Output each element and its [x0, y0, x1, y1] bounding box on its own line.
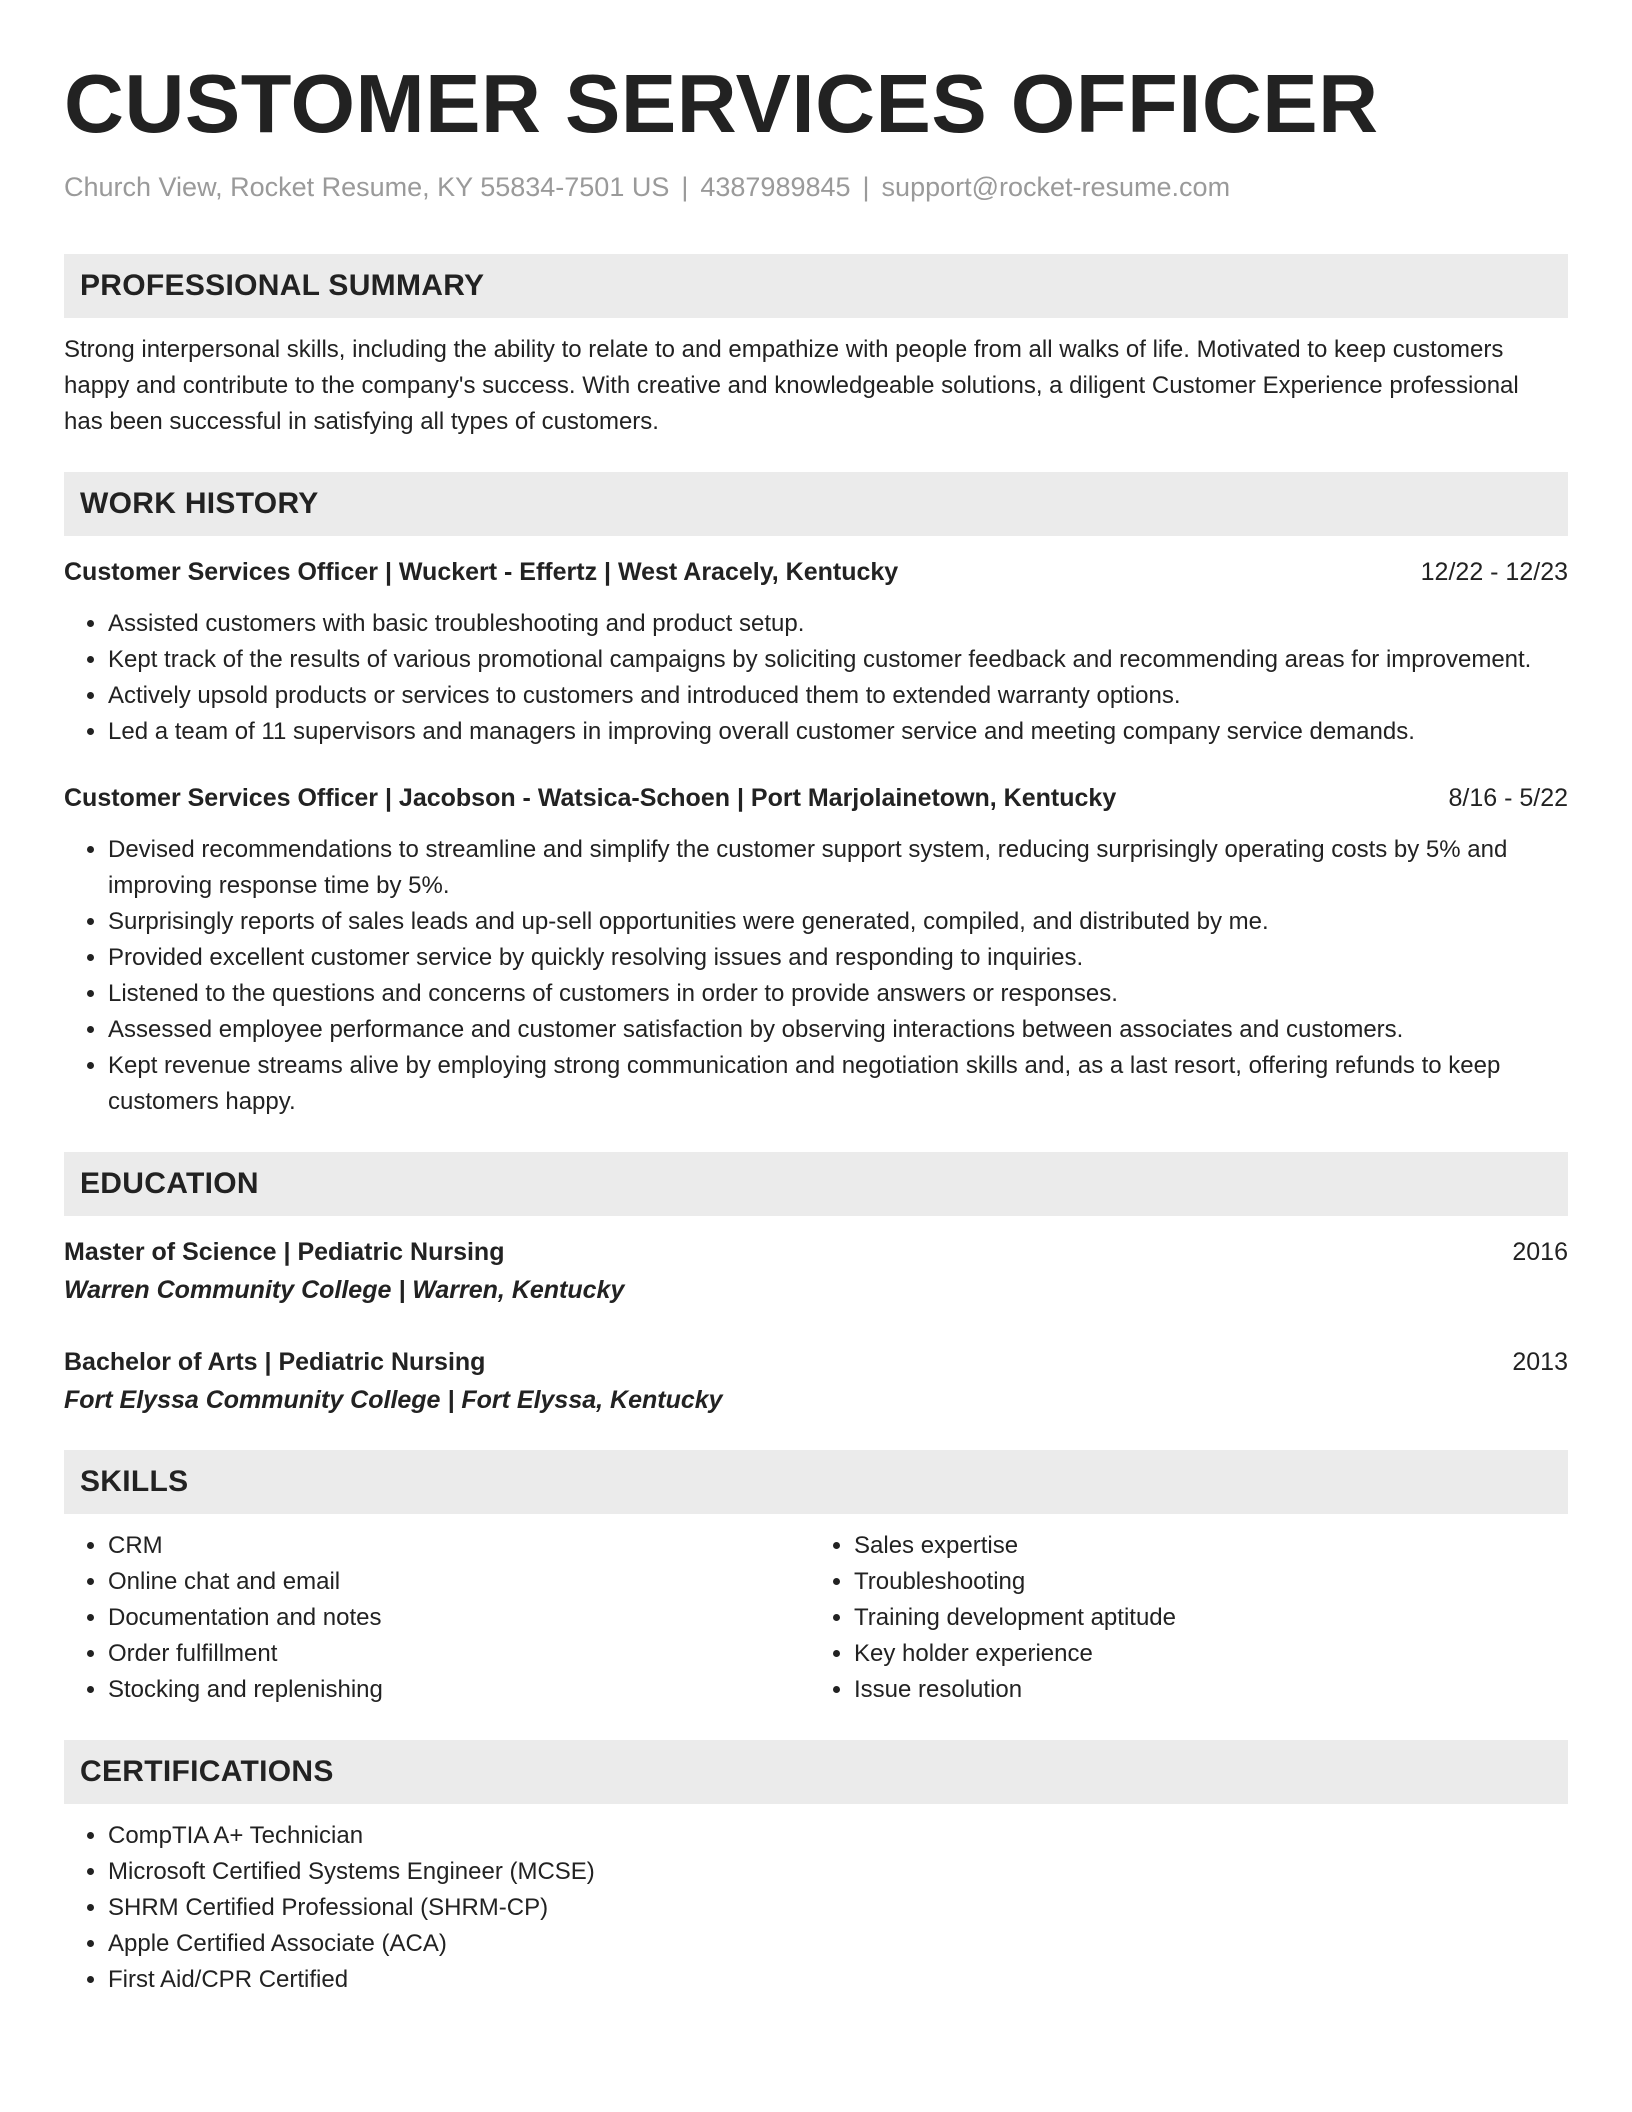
section-heading-skills: SKILLS [64, 1450, 1568, 1514]
summary-text: Strong interpersonal skills, including the ability to relate to and empathize with people from all walks of life. Motivated to keep customers happy and contribute to the company's success. With creative and knowledgeable solutions, a diligent Customer Experience professional has been successful in satisfying all types of customers. [64, 336, 1519, 435]
job-bullets [64, 832, 1568, 1120]
education-year: 2016 [1512, 1238, 1568, 1266]
contact-phone: 4387989845 [700, 172, 851, 202]
job-header [64, 554, 1568, 590]
job-entry [64, 554, 1568, 750]
education-entry [64, 1234, 1568, 1308]
contact-address: Church View, Rocket Resume, KY 55834-7501 US [64, 172, 670, 202]
education-header [64, 1344, 1568, 1380]
job-title: Customer Services Officer | Wuckert - Effertz | West Aracely, Kentucky [64, 558, 899, 586]
job-bullet: • Provided excellent customer service by quickly resolving issues and responding to inquiries. [108, 940, 1568, 976]
skill-item: • Issue resolution [854, 1672, 1568, 1708]
section-heading-certifications: CERTIFICATIONS [64, 1740, 1568, 1804]
contact-separator: | [862, 172, 870, 202]
job-title: Customer Services Officer | Jacobson - Watsica-Schoen | Port Marjolainetown, Kentucky [64, 784, 1117, 812]
job-date: 12/22 - 12/23 [1420, 558, 1568, 586]
skill-item: • Order fulfillment [108, 1636, 816, 1672]
job-bullet: • Assisted customers with basic troubleshooting and product setup. [108, 606, 1568, 642]
contact-separator: | [681, 172, 689, 202]
certification-item: • Apple Certified Associate (ACA) [108, 1926, 1568, 1962]
certification-item: • Microsoft Certified Systems Engineer (MCSE) [108, 1854, 1568, 1890]
skill-item: • Documentation and notes [108, 1600, 816, 1636]
skills-column-left [64, 1528, 816, 1708]
certification-item: • First Aid/CPR Certified [108, 1962, 1568, 1998]
skills-columns [64, 1528, 1568, 1708]
skill-item: • Online chat and email [108, 1564, 816, 1600]
job-bullet: • Actively upsold products or services to customers and introduced them to extended warranty options. [108, 678, 1568, 714]
section-heading-education: EDUCATION [64, 1152, 1568, 1216]
job-bullet: • Kept revenue streams alive by employing strong communication and negotiation skills and, as a last resort, offering refunds to keep customers happy. [108, 1048, 1568, 1120]
job-bullet: • Assessed employee performance and customer satisfaction by observing interactions between associates and customers. [108, 1012, 1568, 1048]
skill-item: • Key holder experience [854, 1636, 1568, 1672]
education-degree: Master of Science | Pediatric Nursing [64, 1238, 505, 1266]
skill-item: • CRM [108, 1528, 816, 1564]
resume-name: CUSTOMER SERVICES OFFICER [64, 57, 1379, 150]
education-school: Warren Community College | Warren, Kentucky [64, 1276, 625, 1304]
job-entry [64, 780, 1568, 1120]
certification-item: • CompTIA A+ Technician [108, 1818, 1568, 1854]
skill-item: • Sales expertise [854, 1528, 1568, 1564]
education-degree: Bachelor of Arts | Pediatric Nursing [64, 1348, 486, 1376]
job-date: 8/16 - 5/22 [1448, 784, 1568, 812]
section-heading-summary: PROFESSIONAL SUMMARY [64, 254, 1568, 318]
skills-column-right [816, 1528, 1568, 1708]
certifications-list [64, 1818, 1568, 1998]
job-bullet: • Listened to the questions and concerns of customers in order to provide answers or responses. [108, 976, 1568, 1012]
education-header [64, 1234, 1568, 1270]
skill-item: • Training development aptitude [854, 1600, 1568, 1636]
skill-item: • Troubleshooting [854, 1564, 1568, 1600]
job-bullet: • Kept track of the results of various promotional campaigns by soliciting customer feedback and recommending areas for improvement. [108, 642, 1568, 678]
contact-email: support@rocket-resume.com [881, 172, 1231, 202]
job-bullet: • Surprisingly reports of sales leads and up-sell opportunities were generated, compiled, and distributed by me. [108, 904, 1568, 940]
job-bullet: • Devised recommendations to streamline and simplify the customer support system, reducing surprisingly operating costs by 5% and improving response time by 5%. [108, 832, 1568, 904]
section-heading-work-history: WORK HISTORY [64, 472, 1568, 536]
job-header [64, 780, 1568, 816]
education-entry [64, 1344, 1568, 1418]
education-year: 2013 [1512, 1348, 1568, 1376]
job-bullets [64, 606, 1568, 750]
skill-item: • Stocking and replenishing [108, 1672, 816, 1708]
education-school: Fort Elyssa Community College | Fort Elyssa, Kentucky [64, 1386, 723, 1414]
job-bullet: • Led a team of 11 supervisors and managers in improving overall customer service and meeting company service demands. [108, 714, 1568, 750]
certification-item: • SHRM Certified Professional (SHRM-CP) [108, 1890, 1568, 1926]
contact-line [64, 170, 1568, 204]
